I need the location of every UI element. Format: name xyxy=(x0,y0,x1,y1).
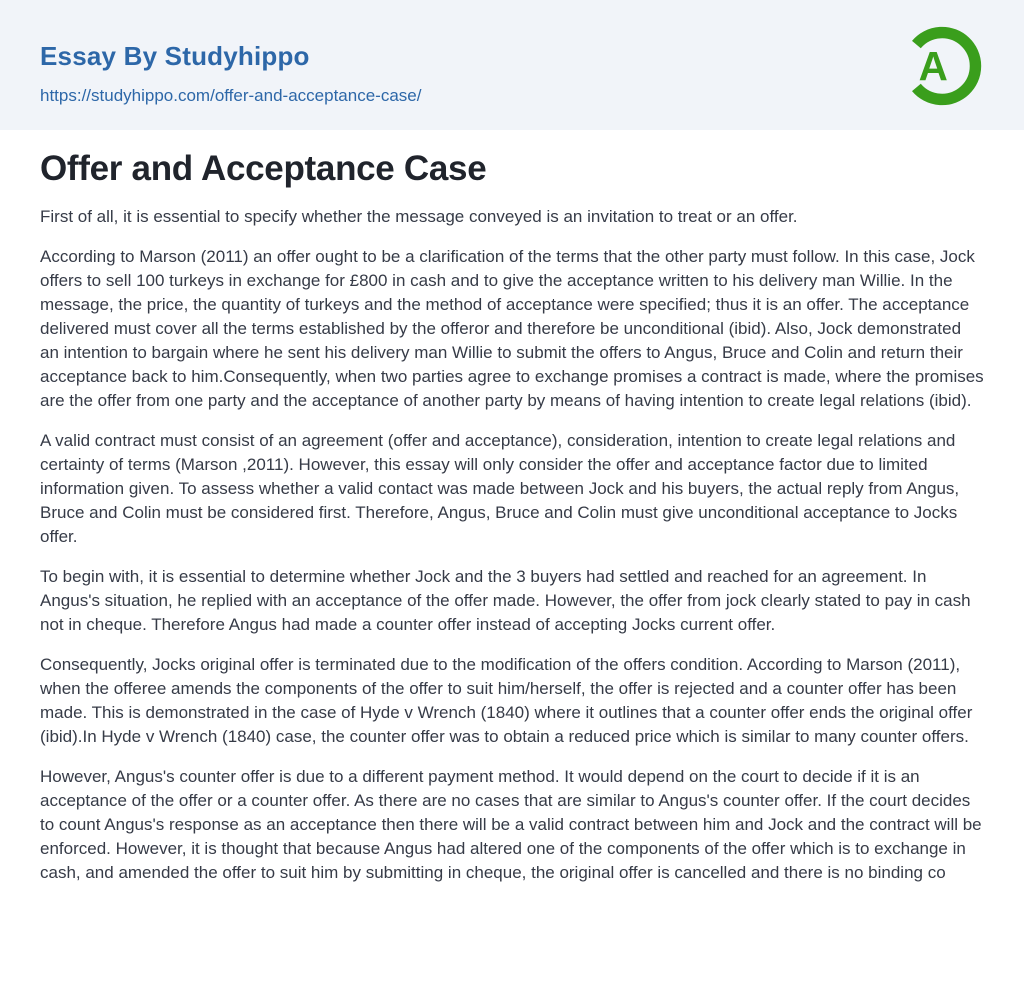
studyhippo-logo-icon xyxy=(898,22,986,110)
site-title: Essay By Studyhippo xyxy=(40,41,310,71)
logo-letter: A xyxy=(918,43,948,90)
essay-paragraph: According to Marson (2011) an offer ought to be a clarification of the terms that the other party must follow. In this case, Jock offers to sell 100 turkeys in exchange for £800 in cash and to give the acceptance written to his delivery man Willie. In the message, the price, the quantity of turkeys and the method of acceptance were specified; thus it is an offer. The acceptance delivered must cover all the terms established by the offeror and therefore be unconditional (ibid). Also, Jock demonstrated an intention to bargain where he sent his delivery man Willie to submit the offers to Angus, Bruce and Colin and return their acceptance back to him.Consequently, when two parties agree to exchange promises a contract is made, where the promises are the offer from one party and the acceptance of another party by means of having intention to create legal relations (ibid). xyxy=(40,247,984,411)
essay-paragraph: Consequently, Jocks original offer is terminated due to the modification of the offers condition. According to Marson (2011), when the offeree amends the components of the offer to suit him/herself, the offer is rejected and a counter offer has been made. This is demonstrated in the case of Hyde v Wrench (1840) where it outlines that a counter offer ends the original offer (ibid).In Hyde v Wrench (1840) case, the counter offer was to obtain a reduced price which is similar to many counter offers. xyxy=(40,655,973,747)
page-header xyxy=(0,0,1024,130)
essay-content xyxy=(0,149,1024,885)
page-url-link[interactable]: https://studyhippo.com/offer-and-acceptance-case/ xyxy=(40,85,422,105)
essay-paragraph: A valid contract must consist of an agreement (offer and acceptance), consideration, intention to create legal relations and certainty of terms (Marson ,2011). However, this essay will only consider the offer and acceptance factor due to limited information given. To assess whether a valid contact was made between Jock and his buyers, the actual reply from Angus, Bruce and Colin must be considered first. Therefore, Angus, Bruce and Colin must give unconditional acceptance to Jocks offer. xyxy=(40,431,960,547)
page-title: Offer and Acceptance Case xyxy=(40,149,487,188)
essay-paragraph: First of all, it is essential to specify whether the message conveyed is an invitation to treat or an offer. xyxy=(40,207,798,227)
header-text-block xyxy=(40,42,421,106)
essay-paragraph: However, Angus's counter offer is due to a different payment method. It would depend on the court to decide if it is an acceptance of the offer or a counter offer. As there are no cases that are similar to Angus's counter offer. If the court decides to count Angus's response as an acceptance then there will be a valid contract between him and Jock and the contract will be enforced. However, it is thought that because Angus had altered one of the components of the offer which is to exchange in cash, and amended the offer to suit him by submitting in cheque, the original offer is cancelled and there is no binding co xyxy=(40,767,982,883)
essay-paragraph: To begin with, it is essential to determine whether Jock and the 3 buyers had settled and reached for an agreement. In Angus's situation, he replied with an acceptance of the offer made. However, the offer from jock clearly stated to pay in cash not in cheque. Therefore Angus had made a counter offer instead of accepting Jocks current offer. xyxy=(40,567,971,635)
